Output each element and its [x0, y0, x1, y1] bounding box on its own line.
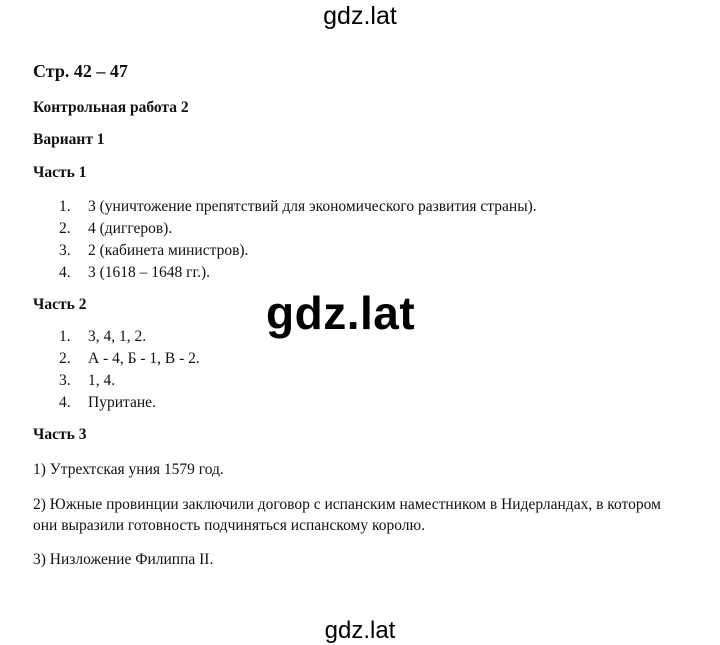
list-item: [33, 370, 200, 392]
list-item: [33, 196, 537, 218]
item-number: 2.: [59, 220, 71, 237]
watermark-middle: gdz.lat: [266, 287, 416, 339]
watermark-bottom: gdz.lat: [324, 617, 396, 644]
watermark-top: gdz.lat: [323, 2, 397, 30]
item-text: А - 4, Б - 1, В - 2.: [88, 350, 200, 367]
item-number: 1.: [59, 198, 71, 215]
list-item: [33, 218, 537, 240]
list-item: [33, 326, 200, 348]
item-text: 1, 4.: [88, 372, 116, 389]
work-title: Контрольная работа 2: [33, 99, 189, 116]
list-item: [33, 348, 200, 370]
part1-list: [33, 196, 537, 284]
item-number: 3.: [59, 242, 71, 259]
item-text: Пуритане.: [88, 394, 156, 411]
item-text: 2 (кабинета министров).: [88, 242, 249, 259]
item-number: 3.: [59, 372, 71, 389]
part3-answer-2: 2) Южные провинции заключили договор с испанским наместником в Нидерландах, в котором они выразили готовность подчиняться испанскому королю.: [33, 496, 661, 534]
item-number: 2.: [59, 350, 71, 367]
part2-list: [33, 326, 200, 414]
page-heading: Стр. 42 – 47: [33, 61, 128, 81]
item-text: 4 (диггеров).: [88, 220, 173, 237]
item-text: 3 (1618 – 1648 гг.).: [88, 264, 211, 281]
item-number: 4.: [59, 394, 71, 411]
item-text: 3, 4, 1, 2.: [88, 328, 147, 345]
part3-answer-3: 3) Низложение Филиппа II.: [33, 551, 214, 568]
part2-title: Часть 2: [33, 296, 87, 313]
list-item: [33, 262, 537, 284]
part3-title: Часть 3: [33, 426, 87, 443]
item-number: 4.: [59, 264, 71, 281]
list-item: [33, 240, 537, 262]
list-item: [33, 392, 200, 414]
item-text: 3 (уничтожение препятствий для экономического развития страны).: [88, 198, 537, 215]
part3-answer-1: 1) Утрехтская уния 1579 год.: [33, 461, 224, 478]
item-number: 1.: [59, 328, 71, 345]
variant-label: Вариант 1: [33, 131, 105, 148]
part1-title: Часть 1: [33, 164, 87, 181]
